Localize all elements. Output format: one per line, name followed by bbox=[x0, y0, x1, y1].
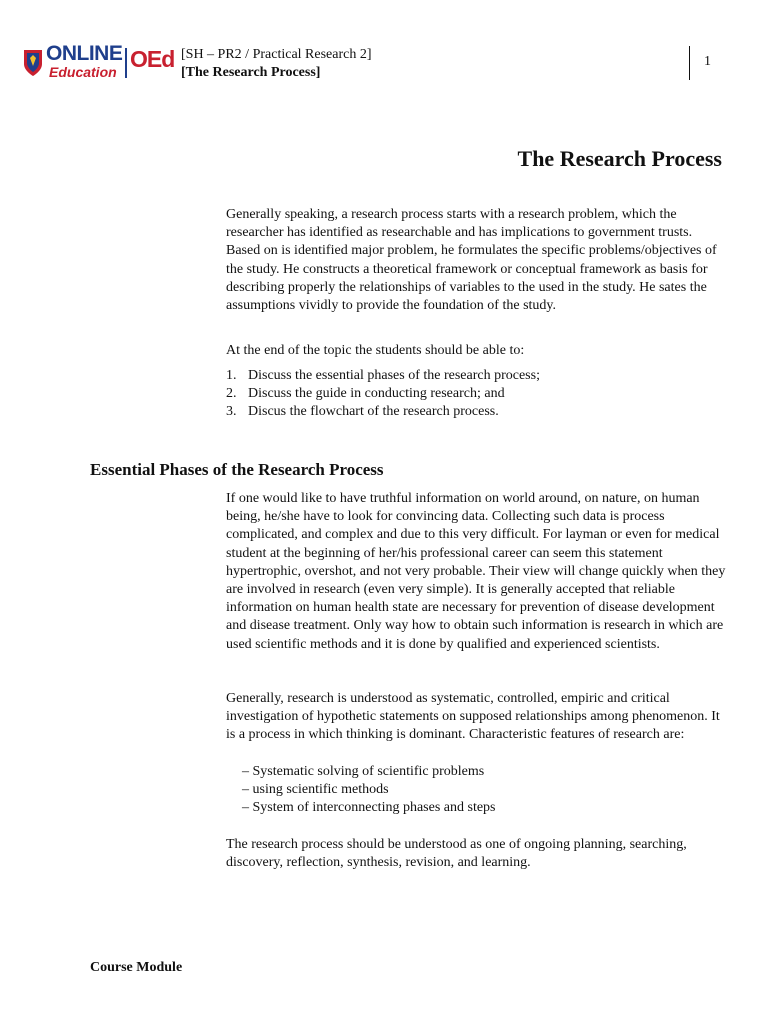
page-title: The Research Process bbox=[517, 146, 722, 171]
list-item bbox=[226, 403, 726, 421]
logo-online-text: ONLINE bbox=[46, 42, 123, 65]
chapter-label: [The Research Process] bbox=[181, 65, 321, 80]
logo-divider bbox=[125, 48, 127, 78]
list-item: – using scientific methods bbox=[242, 782, 389, 798]
objectives-intro: At the end of the topic the students should be able to: bbox=[226, 343, 525, 358]
section-paragraph: Generally, research is understood as systematic, controlled, empiric and critical investigation of hypothetic statements on supposed relationships among phenomenon. It is a process in which thinking is dominant. Characteristic features of research are: bbox=[226, 691, 720, 743]
list-number: 1. bbox=[226, 368, 237, 383]
list-item-text: Discus the flowchart of the research process. bbox=[248, 404, 499, 420]
list-item: – Systematic solving of scientific problems bbox=[242, 764, 485, 779]
list-item bbox=[226, 385, 726, 403]
list-number: 3. bbox=[226, 404, 237, 420]
list-number: 2. bbox=[226, 386, 237, 402]
page-number: 1 bbox=[704, 54, 711, 69]
header-divider bbox=[689, 46, 690, 80]
page-header bbox=[181, 46, 372, 82]
online-education-logo bbox=[22, 44, 174, 84]
intro-paragraph: Generally speaking, a research process starts with a research problem, which the researcher has identified as researchable and has implications to government trusts. Based on is identified major problem, he formulates the specific problems/objectives of the study. He constructs a theoretical framework or conceptual framework as basis for describing properly the relationships of variables to the used in the study. He sates the assumptions vividly to provide the foundation of the study. bbox=[226, 207, 717, 314]
shield-icon bbox=[22, 48, 44, 78]
section-paragraph: If one would like to have truthful information on world around, on nature, on human being, he/she have to look for convincing data. Collecting such data is process complicated, and complex and due to this very difficult. For layman or even for medical student at the beginning of her/his professional career can seem this statement hypertrophic, overshot, and not very probable. Their view will change quickly when they are involved in research (even very simple). It is generally accepted that reliable information on human health state are necessary for prevention of disease development and disease treatment. Only way how to obtain such information is research in which are used scientific methods and it is done by qualified and experienced scientists. bbox=[226, 491, 726, 652]
logo-education-text: Education bbox=[49, 64, 117, 80]
list-item-text: Discuss the guide in conducting research; and bbox=[248, 386, 505, 402]
list-item bbox=[226, 367, 726, 385]
page-footer: Course Module bbox=[90, 960, 183, 975]
course-code: [SH – PR2 / Practical Research 2] bbox=[181, 47, 372, 62]
objectives-list bbox=[226, 367, 726, 422]
list-item-text: Discuss the essential phases of the research process; bbox=[248, 368, 540, 383]
section-paragraph: The research process should be understood as one of ongoing planning, searching, discovery, reflection, synthesis, revision, and learning. bbox=[226, 837, 687, 871]
logo-oed-text: OEd bbox=[130, 46, 175, 72]
section-heading: Essential Phases of the Research Process bbox=[90, 460, 384, 479]
features-list bbox=[242, 763, 496, 818]
list-item: – System of interconnecting phases and steps bbox=[242, 800, 496, 816]
